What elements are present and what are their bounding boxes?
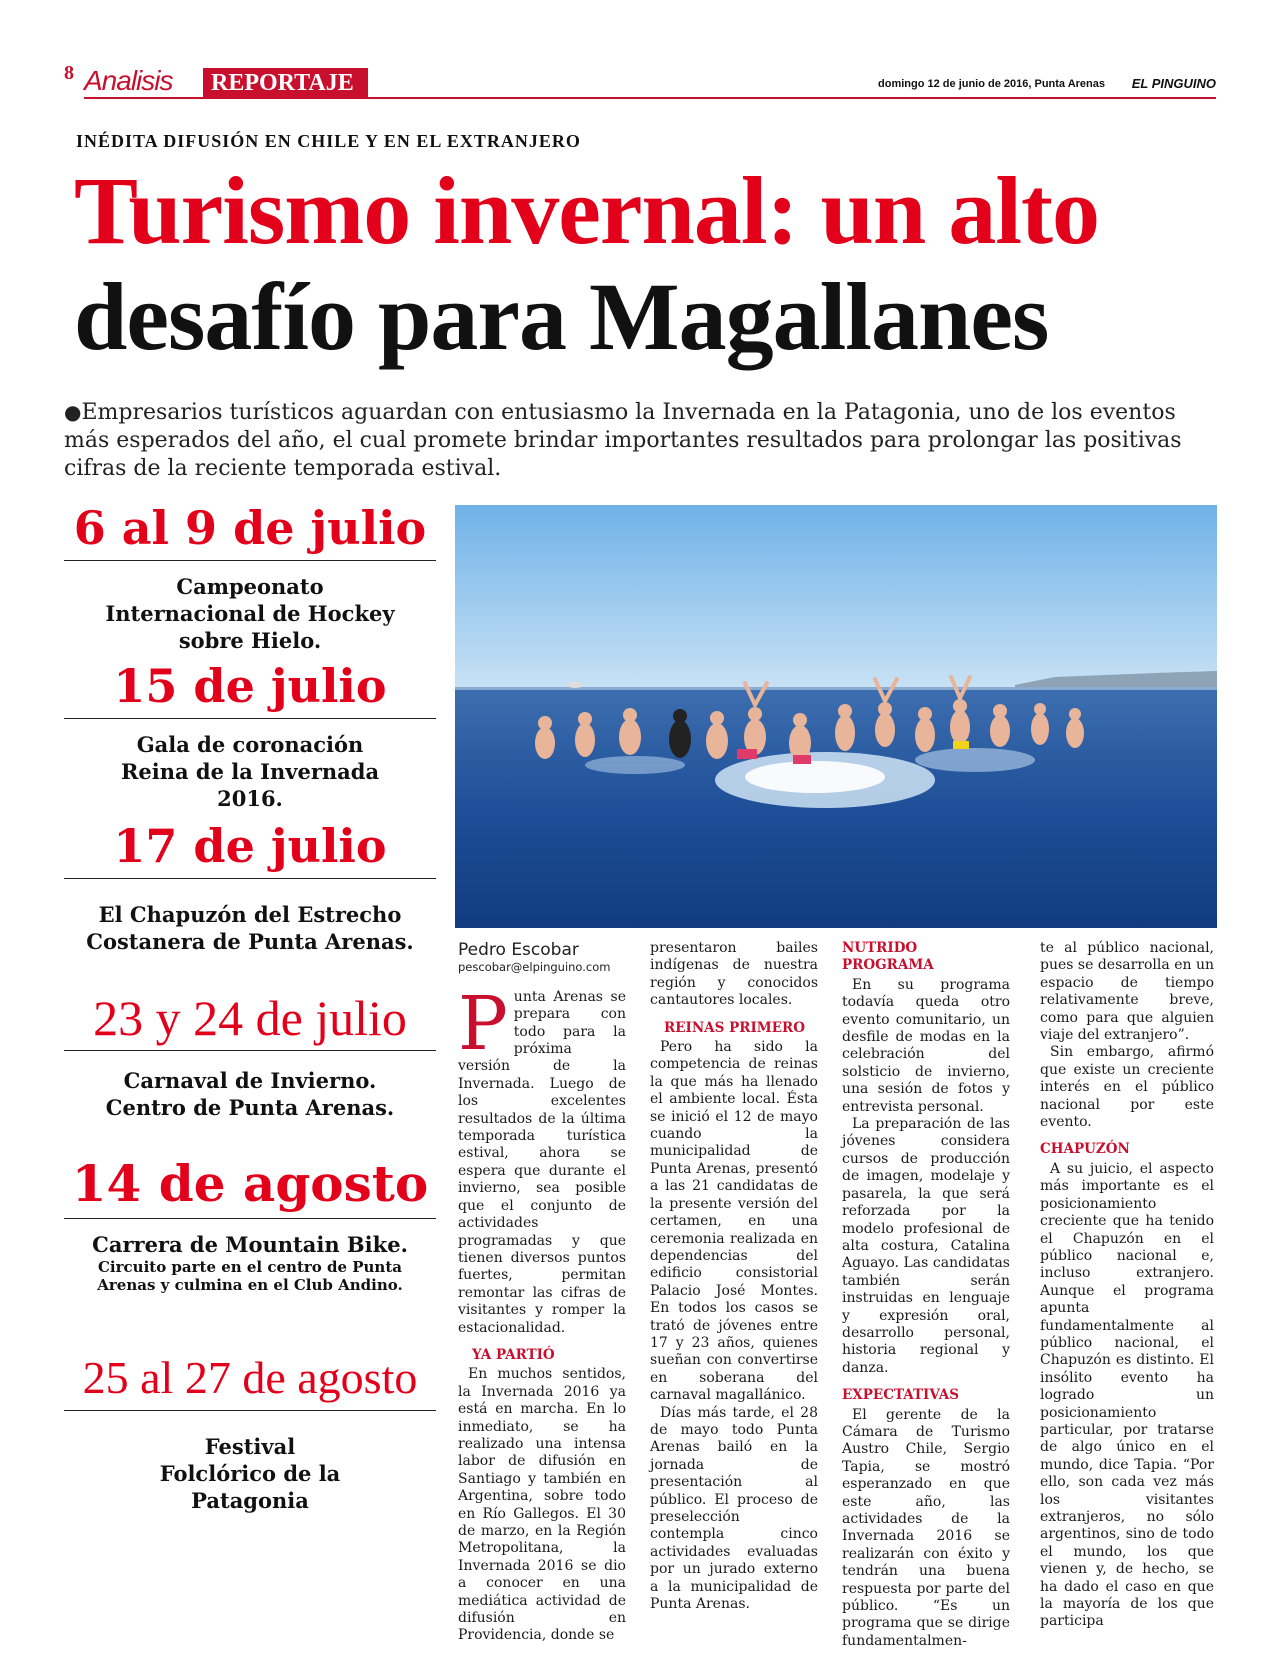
- subheading: YA PARTIÓ: [472, 1346, 555, 1363]
- header-rule: [84, 97, 1216, 99]
- lead-paragraph: [64, 398, 1224, 483]
- paragraph: En muchos sentidos, la Invernada 2016 ya está en marcha. En lo inmediato, se ha realizado una intensa labor de difusión en Santiago y también en Argentina, sobre todo en Río Gallegos. El 30 de marzo, en la Región Metropolitana, la Invernada 2016 se dio a conocer en una mediática actividad de difusión en Providencia, donde se: [458, 1366, 626, 1644]
- event-title: Carnaval de Invierno. Centro de Punta Arenas.: [105, 1068, 395, 1120]
- paragraph: En su programa todavía queda otro evento comunitario, un desfile de modas en la celebración del solsticio de invierno, una sesión de fotos y entrevista personal.: [842, 976, 1010, 1115]
- drop-cap: P: [458, 980, 508, 1067]
- issue-date: domingo 12 de junio de 2016, Punta Arenas: [878, 78, 1105, 90]
- paragraph: presentaron bailes indígenas de nuestra región y conocidos cantautores locales.: [650, 940, 818, 1009]
- event-date: 25 al 27 de agosto: [82, 1352, 418, 1403]
- subheading: REINAS PRIMERO: [664, 1019, 805, 1036]
- event-item: [64, 818, 436, 990]
- newspaper-name: EL PINGUINO: [1131, 76, 1216, 91]
- subheading: EXPECTATIVAS: [842, 1387, 960, 1404]
- subheading: CHAPUZÓN: [1040, 1141, 1130, 1158]
- event-divider: [64, 878, 436, 879]
- section-logo: Analisis: [84, 65, 173, 96]
- byline-email: pescobar@elpinguino.com: [458, 960, 611, 975]
- event-date: 14 de agosto: [71, 1154, 429, 1213]
- event-item: [64, 1154, 436, 1350]
- event-divider: [64, 1218, 436, 1219]
- paragraph: Días más tarde, el 28 de mayo todo Punta Arenas bailó en la jornada de presentación al público. El proceso de preselección contempla cinco actividades evaluadas por un jurado externo a la municipalidad de Punta Arenas.: [650, 1404, 818, 1613]
- headline-line-1: Turismo invernal: un alto: [74, 157, 1099, 264]
- paragraph: Sin embargo, afirmó que existe un creciente interés en el público nacional por este evento.: [1040, 1044, 1214, 1131]
- headline: [74, 158, 1234, 370]
- body-column-2: [650, 940, 818, 1613]
- events-sidebar: [64, 500, 436, 1514]
- subheading: NUTRIDO PROGRAMA: [842, 940, 934, 974]
- event-date: 6 al 9 de julio: [73, 501, 427, 555]
- event-divider: [64, 1050, 436, 1051]
- body-column-3: [842, 940, 1010, 1650]
- event-title: Carrera de Mountain Bike.: [92, 1232, 408, 1257]
- event-title: El Chapuzón del Estrecho Costanera de Punta Arenas.: [86, 902, 414, 954]
- event-date: 17 de julio: [113, 819, 387, 873]
- event-item: [64, 1350, 436, 1514]
- event-divider: [64, 1410, 436, 1411]
- paragraph: te al público nacional, pues se desarrolla en un espacio de tiempo relativamente breve, como para que alguien viaje del extranjero”.: [1040, 940, 1214, 1044]
- event-divider: [64, 718, 436, 719]
- headline-line-2: desafío para Magallanes: [74, 263, 1049, 370]
- chapuzon-photo-illustration: [455, 505, 1217, 928]
- lead-bullet-icon: ●: [64, 400, 82, 424]
- kicker: INÉDITA DIFUSIÓN EN CHILE Y EN EL EXTRANJERO: [76, 131, 581, 151]
- paragraph: El gerente de la Cámara de Turismo Austro Chile, Sergio Tapia, se mostró esperanzado en que este año, las actividades de la Invernada 2016 se realizarán con éxito y tendrán una buena respuesta por parte del público. “Es un programa que se dirige fundamentalmen-: [842, 1406, 1010, 1649]
- event-title: Gala de coronación Reina de la Invernada 2016.: [120, 732, 380, 811]
- event-item: [64, 500, 436, 658]
- event-divider: [64, 560, 436, 561]
- page-number: 8: [64, 62, 74, 84]
- paragraph: Pero ha sido la competencia de reinas la que más ha llenado el ambiente local. Ésta se inició el 12 de mayo cuando la municipalidad de Punta Arenas, presentó a las 21 candidatas de la presente versión del certamen, en una ceremonia realizada en dependencias del edificio consistorial Palacio José Montes. En todos los casos se trató de jóvenes entre 17 y 23 años, quienes sueñan con convertirse en soberana del carnaval magallánico.: [650, 1039, 818, 1404]
- event-title: Festival Folclórico de la Patagonia: [159, 1434, 341, 1513]
- lead-text: Empresarios turísticos aguardan con entusiasmo la Invernada en la Patagonia, uno de los eventos más esperados del año, el cual promete brindar importantes resultados para prolongar las positivas cifras de la reciente temporada estival.: [64, 400, 1182, 481]
- paragraph: A su juicio, el aspecto más importante es el posicionamiento creciente que ha tenido el Chapuzón en el público nacional e, incluso extranjero. Aunque el programa apunta fundamentalmente al público nacional, el Chapuzón es distinto. El insólito evento ha logrado un posicionamiento particular, por tratarse de algo único en el mundo, dice Tapia. “Por ello, son cada vez más los visitantes extranjeros, no sólo argentinos, sino de todo el mundo, los que vienen y, de hecho, se ha dado el caso en que la mayoría de los que participa: [1040, 1160, 1214, 1630]
- event-item: [64, 658, 436, 818]
- section-tag: REPORTAJE: [203, 68, 368, 98]
- paragraph: La preparación de las jóvenes considera cursos de producción de imagen, modelaje y pasarela, la que será reforzada por la modelo profesional de alta costura, Catalina Aguayo. Las candidatas también serán instruidas en lenguaje y expresión oral, desarrollo personal, historia regional y danza.: [842, 1116, 1010, 1376]
- paragraph-text: unta Arenas se prepara con todo para la próxima versión de la Invernada. Luego de los excelentes resultados de la última temporada turística estival, ahora se espera que durante el invierno, sea posible que el conjunto de actividades programadas y que tienen diversos puntos fuertes, permitan remontar las cifras de visitantes y romper la estacionalidad.: [458, 988, 626, 1336]
- event-date: 15 de julio: [113, 659, 387, 713]
- event-item: [64, 990, 436, 1154]
- event-title: Campeonato Internacional de Hockey sobre Hielo.: [105, 574, 395, 653]
- byline-author: Pedro Escobar: [458, 940, 579, 960]
- event-date: 23 y 24 de julio: [93, 990, 407, 1046]
- event-subtitle: Circuito parte en el centro de Punta Arenas y culmina en el Club Andino.: [97, 1258, 403, 1294]
- body-column-4: [1040, 940, 1214, 1631]
- body-column-1: [458, 942, 626, 1645]
- article-photo: [455, 505, 1217, 928]
- paragraph: [458, 980, 626, 1337]
